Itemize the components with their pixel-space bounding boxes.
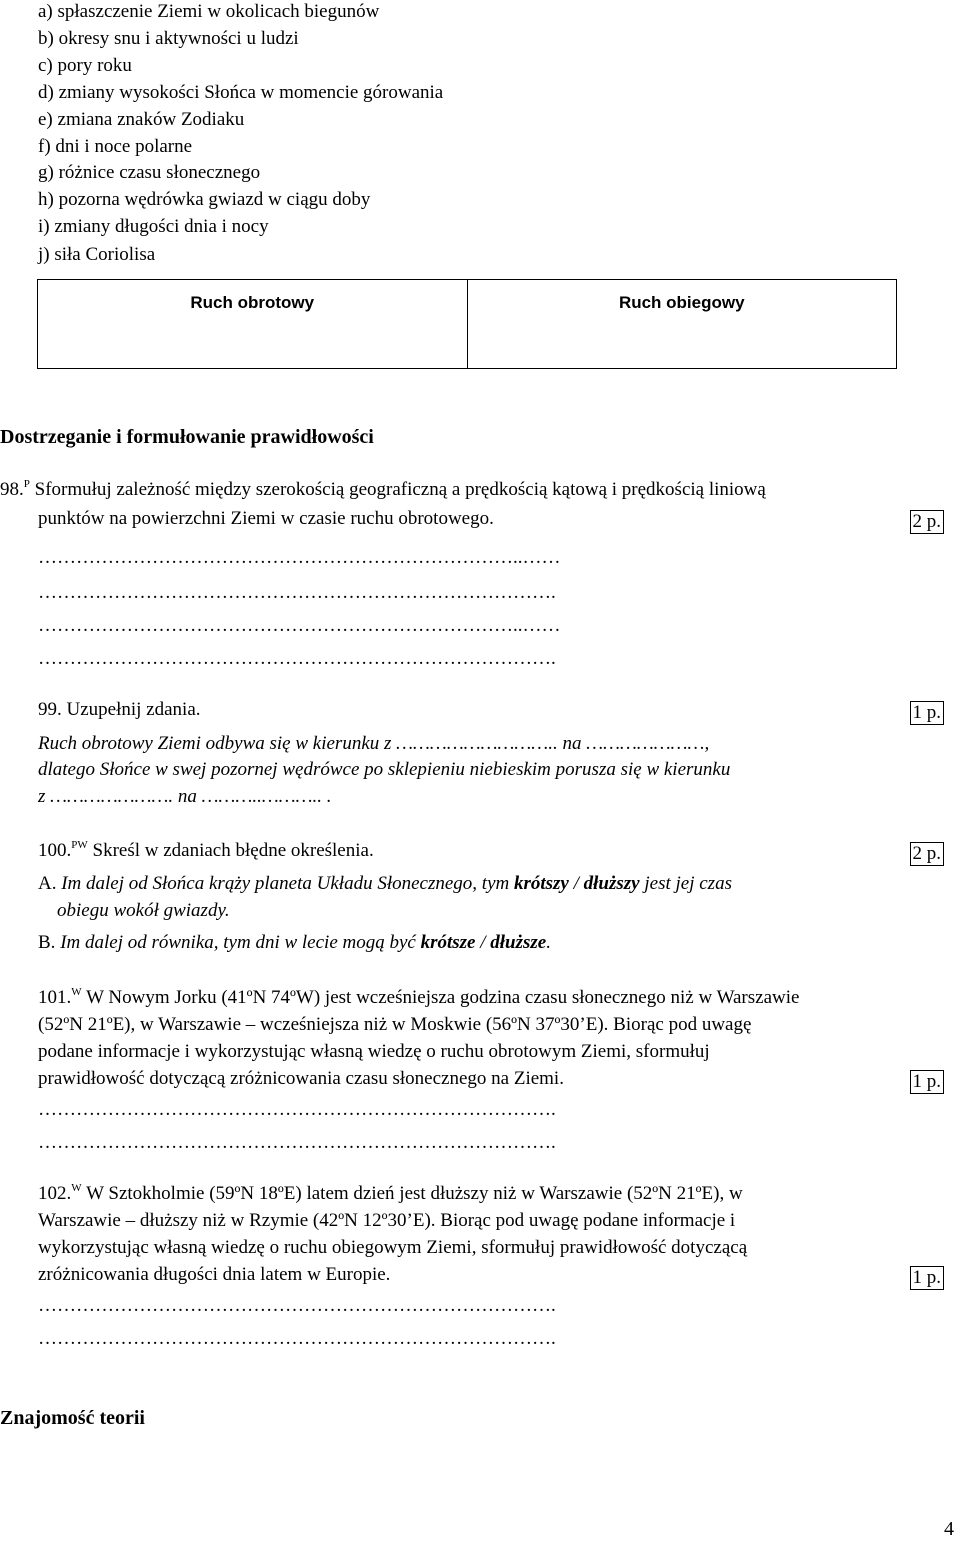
question-98-points: 2 p.	[910, 510, 945, 534]
question-102-line1	[38, 1183, 743, 1205]
table-header-rotation: Ruch obrotowy	[190, 293, 315, 312]
question-100-a	[38, 873, 732, 895]
question-98-tag: P	[23, 478, 30, 490]
question-99-sentence3[interactable]: z …………………. na ………..……….. .	[38, 786, 332, 807]
answer-line[interactable]: ……………………………………………………………………….	[38, 1099, 556, 1120]
option-shorter[interactable]: krótsze	[420, 932, 476, 953]
question-99-points: 1 p.	[910, 701, 945, 725]
question-98-line1	[0, 479, 766, 501]
question-101-number: 101.	[38, 987, 72, 1008]
table-cell-revolution[interactable]	[467, 280, 897, 368]
table-header-revolution: Ruch obiegowy	[618, 293, 745, 312]
section-title-theory: Znajomość teorii	[0, 1407, 145, 1429]
question-101-points: 1 p.	[910, 1070, 945, 1094]
question-101-line1	[38, 987, 799, 1009]
option-longer[interactable]: dłuższy	[583, 873, 640, 894]
option-separator: /	[568, 873, 584, 894]
question-102-text1: W Sztokholmie (59ºN 18ºE) latem dzień jest dłuższy niż w Warszawie (52ºN 21ºE), w	[86, 1183, 743, 1204]
option-d: d) zmiany wysokości Słońca w momencie górowania	[38, 82, 444, 103]
option-shorter[interactable]: krótszy	[513, 873, 569, 894]
question-100-number: 100.	[38, 840, 72, 861]
question-98-line2: punktów na powierzchni Ziemi w czasie ruchu obrotowego.	[38, 508, 494, 529]
answer-line[interactable]: ……………………………………………………………………….	[38, 582, 556, 603]
question-100-tag: PW	[71, 839, 88, 851]
page-number: 4	[944, 1518, 954, 1540]
sentence-end: .	[546, 932, 551, 953]
question-102-tag: W	[71, 1182, 82, 1194]
section-title-patterns: Dostrzeganie i formułowanie prawidłowości	[0, 426, 374, 448]
question-100-b-text: Im dalej od równika, tym dni w lecie mogą być	[60, 932, 416, 953]
option-b: b) okresy snu i aktywności u ludzi	[38, 28, 299, 49]
option-e: e) zmiana znaków Zodiaku	[38, 109, 245, 130]
question-100-a-line2: obiegu wokół gwiazdy.	[57, 900, 230, 921]
answer-line[interactable]: ……………………………………………………………………….	[38, 1328, 556, 1349]
question-98-number: 98.	[0, 479, 24, 500]
option-c: c) pory roku	[38, 55, 132, 76]
question-102-number: 102.	[38, 1183, 72, 1204]
table-cell-rotation[interactable]	[38, 280, 467, 368]
question-101-line2: (52ºN 21ºE), w Warszawie ‒ wcześniejsza niż w Moskwie (56ºN 37º30’E). Biorąc pod uwagę	[38, 1014, 752, 1035]
question-99-sentence1[interactable]: Ruch obrotowy Ziemi odbywa się w kierunku z ……………………….. na …………………,	[38, 733, 710, 754]
question-101-line3: podane informacje i wykorzystując własną wiedzę o ruchu obrotowym Ziemi, sformułuj	[38, 1041, 710, 1062]
question-102-line3: wykorzystując własną wiedzę o ruchu obiegowym Ziemi, sformułuj prawidłowość dotyczącą	[38, 1237, 748, 1258]
question-100-a-letter: A.	[38, 873, 57, 894]
question-100-a-text: Im dalej od Słońca krąży planeta Układu Słonecznego, tym	[61, 873, 510, 894]
question-99-label: 99. Uzupełnij zdania.	[38, 699, 201, 720]
option-separator: /	[475, 932, 491, 953]
question-100-label: Skreśl w zdaniach błędne określenia.	[92, 840, 374, 861]
question-102-line4: zróżnicowania długości dnia latem w Europie.	[38, 1264, 391, 1285]
question-102-points: 1 p.	[910, 1266, 945, 1290]
question-101-tag: W	[71, 986, 82, 998]
option-f: f) dni i noce polarne	[38, 136, 193, 157]
option-j: j) siła Coriolisa	[38, 244, 156, 265]
question-100-points: 2 p.	[910, 842, 945, 866]
question-100-b-letter: B.	[38, 932, 56, 953]
question-99-sentence2: dlatego Słońce w swej pozornej wędrówce po sklepieniu niebieskim porusza się w kierunku	[38, 759, 731, 780]
question-98-text1: Sformułuj zależność między szerokością geograficzną a prędkością kątową i prędkością liniową	[34, 479, 766, 500]
option-i: i) zmiany długości dnia i nocy	[38, 216, 269, 237]
option-longer[interactable]: dłuższe	[490, 932, 547, 953]
answer-line[interactable]: ……………………………………………………………………….	[38, 648, 556, 669]
classification-table	[37, 279, 897, 369]
question-101-line4: prawidłowość dotyczącą zróżnicowania czasu słonecznego na Ziemi.	[38, 1068, 564, 1089]
option-a: a) spłaszczenie Ziemi w okolicach biegunów	[38, 1, 380, 22]
answer-line[interactable]: ……………………………………………………………………….	[38, 1295, 556, 1316]
question-100-a-text2: jest jej czas	[644, 873, 732, 894]
question-102-line2: Warszawie ‒ dłuższy niż w Rzymie (42ºN 12º30’E). Biorąc pod uwagę podane informacje i	[38, 1210, 736, 1231]
question-100-header	[38, 840, 374, 862]
answer-line[interactable]: …………………………………………………………………..……	[38, 547, 561, 568]
option-h: h) pozorna wędrówka gwiazd w ciągu doby	[38, 189, 371, 210]
option-g: g) różnice czasu słonecznego	[38, 162, 261, 183]
answer-line[interactable]: …………………………………………………………………..……	[38, 615, 561, 636]
question-101-text1: W Nowym Jorku (41ºN 74ºW) jest wcześniejsza godzina czasu słonecznego niż w Warszawie	[86, 987, 800, 1008]
question-100-b	[38, 932, 551, 954]
answer-line[interactable]: ……………………………………………………………………….	[38, 1132, 556, 1153]
